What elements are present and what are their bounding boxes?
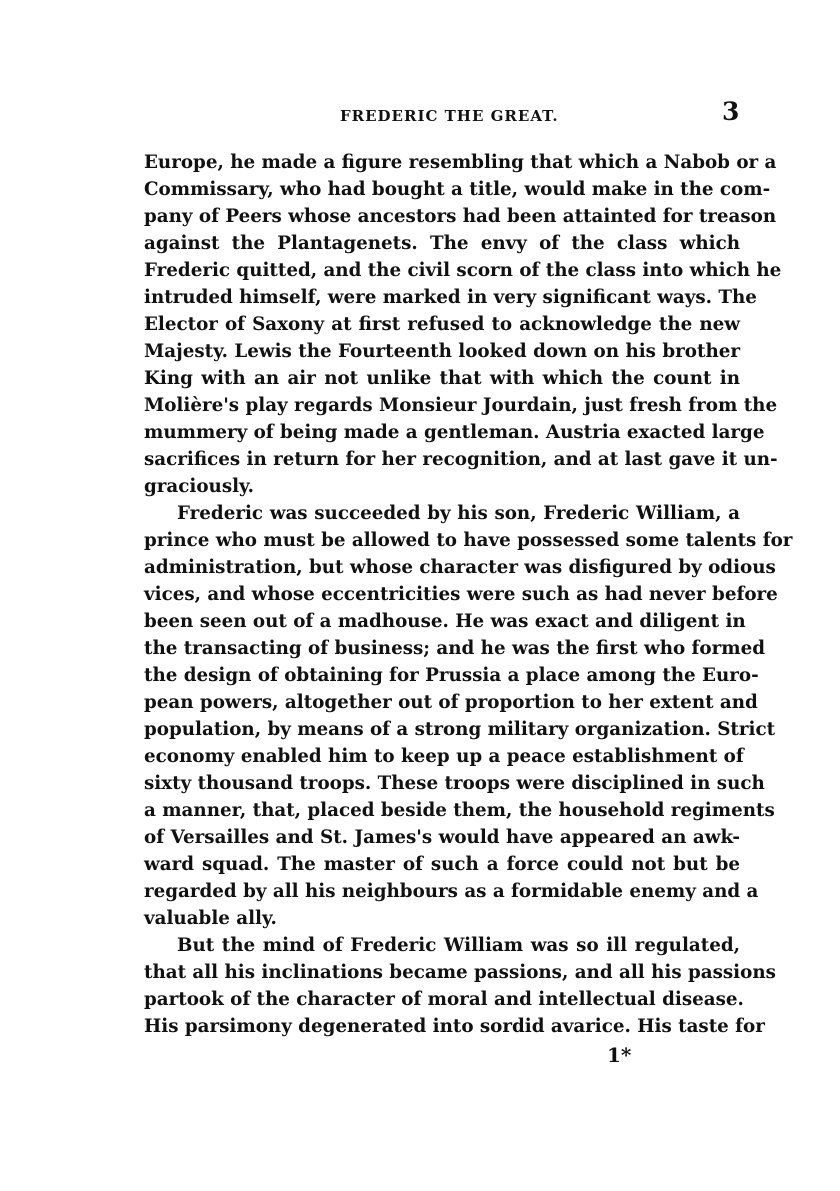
signature-mark: 1* — [607, 1043, 632, 1067]
text-line: population, by means of a strong military organization. Strict — [144, 719, 776, 740]
running-head-title: FREDERIC THE GREAT. — [340, 107, 559, 125]
text-line: the transacting of business; and he was the first who formed — [144, 638, 765, 659]
text-line: His parsimony degenerated into sordid avarice. His taste for — [144, 1016, 765, 1037]
text-line: pany of Peers whose ancestors had been attainted for treason — [144, 206, 777, 227]
text-line: Majesty. Lewis the Fourteenth looked down on his brother — [144, 341, 740, 362]
page-number: 3 — [722, 97, 740, 126]
text-line: regarded by all his neighbours as a formidable enemy and a — [144, 881, 759, 902]
text-line: of Versailles and St. James's would have appeared an awk- — [144, 827, 740, 848]
text-line: ward squad. The master of such a force could not but be — [144, 854, 740, 875]
text-line: mummery of being made a gentleman. Austria exacted large — [144, 422, 765, 443]
text-line: pean powers, altogether out of proportion to her extent and — [144, 692, 758, 713]
text-line: administration, but whose character was disfigured by odious — [144, 557, 776, 578]
text-line: prince who must be allowed to have possessed some talents for — [144, 530, 793, 551]
text-line: been seen out of a madhouse. He was exact and diligent in — [144, 611, 746, 632]
text-line: economy enabled him to keep up a peace establishment of — [144, 746, 744, 767]
text-line: Europe, he made a figure resembling that which a Nabob or a — [144, 152, 777, 173]
text-line: valuable ally. — [144, 908, 277, 929]
text-line: against the Plantagenets. The envy of the class which — [144, 233, 740, 254]
text-line: vices, and whose eccentricities were such as had never before — [144, 584, 778, 605]
text-line: Molière's play regards Monsieur Jourdain, just fresh from the — [144, 395, 778, 416]
paragraph-start-line: But the mind of Frederic William was so ill regulated, — [177, 935, 740, 956]
text-line: a manner, that, placed beside them, the household regiments — [144, 800, 775, 821]
text-line: Frederic quitted, and the civil scorn of the class into which he — [144, 260, 782, 281]
text-line: that all his inclinations became passions, and all his passions — [144, 962, 776, 983]
text-line: Commissary, who had bought a title, would make in the com- — [144, 179, 771, 200]
paragraph-start-line: Frederic was succeeded by his son, Frederic William, a — [177, 503, 740, 524]
body-text — [144, 149, 793, 1040]
text-line: partook of the character of moral and intellectual disease. — [144, 989, 744, 1010]
text-line: sacrifices in return for her recognition, and at last gave it un- — [144, 449, 778, 470]
text-line: the design of obtaining for Prussia a place among the Euro- — [144, 665, 759, 686]
text-line: graciously. — [144, 476, 254, 497]
text-line: sixty thousand troops. These troops were disciplined in such — [144, 773, 765, 794]
text-line: intruded himself, were marked in very significant ways. The — [144, 287, 757, 308]
text-line: Elector of Saxony at first refused to acknowledge the new — [144, 314, 740, 335]
text-line: King with an air not unlike that with which the count in — [144, 368, 740, 389]
